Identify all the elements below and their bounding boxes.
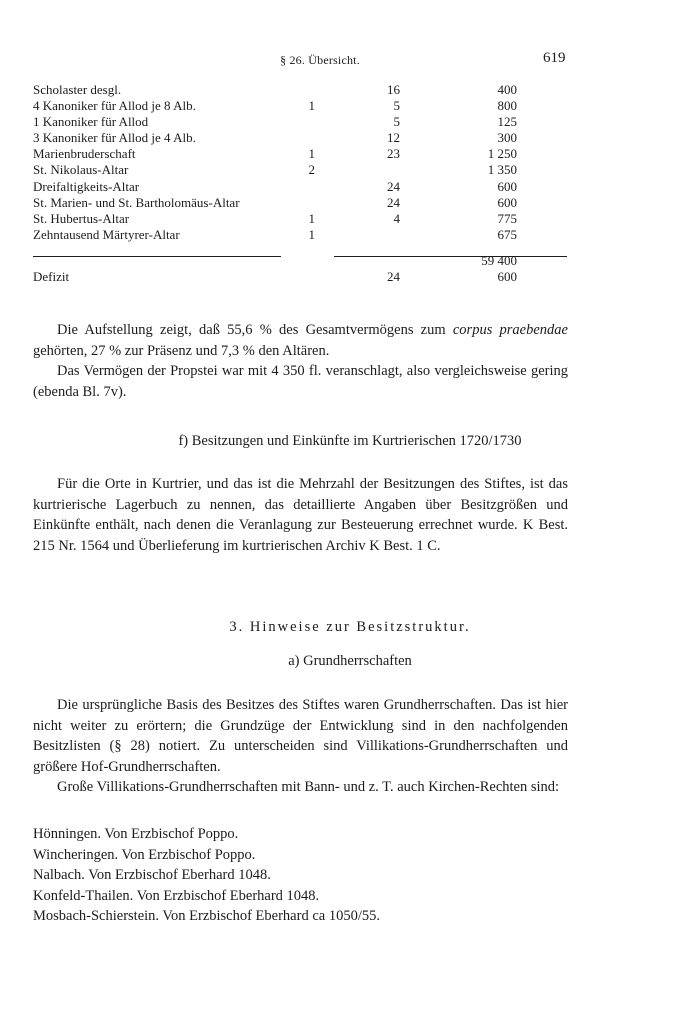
ledger-row-col3: 600 (497, 194, 517, 210)
list-item: Nalbach. Von Erzbischof Eberhard 1048. (33, 867, 271, 884)
term-corpus-praebendae: corpus praebendae (452, 322, 568, 338)
ledger-total-value: 59 400 (481, 252, 517, 268)
ledger-total-col1 (279, 253, 315, 269)
ledger-row-col1 (279, 195, 315, 211)
ledger-row-col3: 800 (497, 98, 517, 114)
list-item: Wincheringen. Von Erzbischof Poppo. (33, 846, 256, 863)
ledger-deficit-col1 (279, 269, 315, 285)
ledger-row-col2: 5 (393, 98, 400, 114)
ledger-row (33, 162, 517, 178)
ledger-row-col2: 12 (387, 130, 400, 146)
paragraph-distribution (33, 320, 568, 361)
ledger-row-col1 (279, 130, 315, 146)
running-title: § 26. Übersicht. (280, 53, 360, 67)
ledger-row (33, 211, 517, 227)
ledger-row (33, 98, 517, 114)
ledger-row-col3: 125 (497, 114, 517, 130)
ledger-spacer (33, 243, 517, 253)
ledger-row (33, 195, 517, 211)
ledger-rule-right (334, 256, 567, 257)
ledger-deficit-row (33, 269, 517, 285)
ledger-row-col2: 24 (387, 178, 400, 194)
ledger-row-col3: 400 (497, 82, 517, 97)
ledger-row-col3: 600 (497, 178, 517, 194)
paragraph-distribution-text-a: Die Aufstellung zeigt, daß 55,6 % des Gesamtvermögens zum (57, 322, 453, 338)
ledger-row-col2: 16 (387, 82, 400, 97)
ledger-row-col2: 23 (387, 146, 400, 162)
ledger-row-col3: 300 (497, 130, 517, 146)
ledger-row-col3: 775 (497, 210, 517, 226)
heading-grundherrschaften: a) Grundherrschaften (288, 653, 412, 669)
ledger-row-col3: 1 350 (487, 162, 517, 178)
ledger-row-label: 4 Kanoniker für Allod je 8 Alb. (33, 98, 196, 114)
ledger-rule-left (33, 256, 281, 257)
ledger-row-col2: 4 (393, 210, 400, 226)
ledger-deficit-label: Defizit (33, 269, 70, 285)
ledger-row (33, 227, 517, 243)
ledger-deficit-value: 600 (497, 269, 517, 285)
ledger-table (33, 82, 517, 285)
ledger-row-col1 (279, 179, 315, 195)
ledger-row-col1 (279, 114, 315, 130)
ledger-row-col1: 2 (308, 162, 315, 178)
heading-section-3: 3. Hinweise zur Besitzstruktur. (229, 619, 471, 635)
ledger-row (33, 82, 517, 98)
ledger-row-label: 1 Kanoniker für Allod (33, 114, 149, 130)
ledger-row-label: Scholaster desgl. (33, 82, 122, 97)
ledger-row-col2: 5 (393, 114, 400, 130)
ledger-row-label: Zehntausend Märtyrer-Altar (33, 226, 180, 242)
villikation-list (33, 824, 380, 927)
ledger-row-label: St. Hubertus-Altar (33, 210, 130, 226)
page-number: 619 (543, 50, 566, 66)
ledger-row-label: 3 Kanoniker für Allod je 4 Alb. (33, 130, 196, 146)
ledger-row (33, 114, 517, 130)
ledger-row-col1 (279, 82, 315, 98)
ledger-row-col2 (315, 227, 400, 243)
paragraph-basis: Die ursprüngliche Basis des Besitzes des Stiftes waren Grundherrschaften. Das ist hier nicht weiter zu erörtern; die Grundzüge der Entwicklung sind in den nachfolgenden Besitzlisten (§ 28) notiert. Zu unterscheiden sind Villikations-Grundherrschaften und größere Hof-Grundherrschaften. (33, 697, 568, 775)
ledger-row-col3: 1 250 (487, 146, 517, 162)
ledger-body (33, 82, 517, 285)
list-item: Mosbach-Schierstein. Von Erzbischof Eberhard ca 1050/55. (33, 908, 380, 925)
list-item: Hönningen. Von Erzbischof Poppo. (33, 826, 239, 842)
heading-section-f: f) Besitzungen und Einkünfte im Kurtrierischen 1720/1730 (178, 433, 522, 449)
page-header (0, 50, 700, 70)
ledger-row-col2 (315, 162, 400, 178)
ledger-row-label: St. Nikolaus-Altar (33, 162, 129, 178)
ledger-row (33, 179, 517, 195)
ledger-row-label: Dreifaltigkeits-Altar (33, 178, 140, 194)
paragraph-propstei: Das Vermögen der Propstei war mit 4 350 fl. veranschlagt, also vergleichsweise gering (ebenda Bl. 7v). (33, 363, 568, 400)
ledger-deficit-col2: 24 (387, 269, 400, 285)
list-item: Konfeld-Thailen. Von Erzbischof Eberhard 1048. (33, 887, 320, 904)
ledger-row-col1: 1 (308, 146, 315, 162)
ledger-row-col1: 1 (308, 98, 315, 114)
ledger-row-label: Marienbruderschaft (33, 146, 136, 162)
ledger-row (33, 146, 517, 162)
ledger-row (33, 130, 517, 146)
ledger-row-label: St. Marien- und St. Bartholomäus-Altar (33, 194, 240, 210)
paragraph-villikation: Große Villikations-Grundherrschaften mit Bann- und z. T. auch Kirchen-Rechten sind: (57, 779, 560, 795)
ledger-row-col1: 1 (308, 210, 315, 226)
ledger-row-col3: 675 (497, 226, 517, 242)
ledger-row-col2: 24 (387, 194, 400, 210)
paragraph-distribution-text-c: gehörten, 27 % zur Präsenz und 7,3 % den Altären. (33, 342, 330, 359)
paragraph-kurtrier: Für die Orte in Kurtrier, und das ist die Mehrzahl der Besitzungen des Stiftes, ist das kurtrierische Lagerbuch zu nennen, das detaillierte Angaben über Besitzgrößen und Einkünfte enthält, nach denen die Veranlagung zur Besteuerung errechnet wurde. K Best. 215 Nr. 1564 und Überlieferung im kurtrierischen Archiv K Best. 1 C. (33, 476, 568, 554)
ledger-row-col1: 1 (308, 226, 315, 242)
